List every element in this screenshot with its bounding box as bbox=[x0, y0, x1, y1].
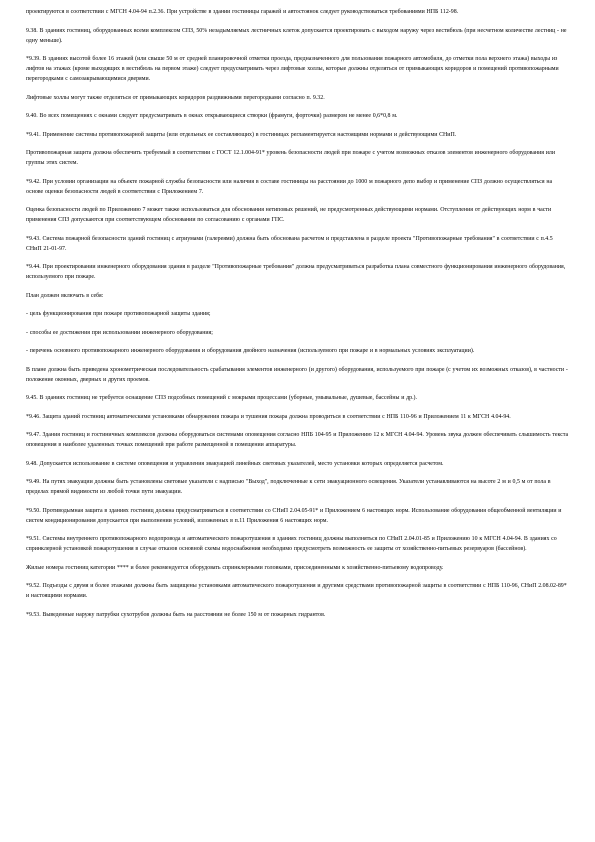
paragraph: *9.43. Система пожарной безопасности зданий гостиниц с атриумами (галереями) должна быть обоснована расчетом и представлена в разделе проекта "Противопожарные требования" в соответствии с п.4.5 СНиП 21-01-97. bbox=[26, 235, 553, 252]
paragraph: Противопожарная защита должна обеспечить требуемый в соответствии с ГОСТ 12.1.004-91* уровень безопасности людей при пожаре с учетом возможных отказов элементов инженерного оборудования или группы этих систем. bbox=[26, 150, 556, 166]
paragraph: 9.48. Допускается использование в системе оповещения и управления эвакуацией линейных световых указателей, место установки которых определяется расчетом. bbox=[26, 460, 444, 467]
list-item: - перечень основного противопожарного инженерного оборудования и оборудования двойного назначения (используемого при пожаре и в нормальных условиях эксплуатации). bbox=[26, 348, 475, 354]
paragraph: *9.41. Применение системы противопожарной защиты (или отдельных ее составляющих) в гостиницах регламентируется настоящими нормами и действующими СНиП. bbox=[26, 131, 457, 138]
paragraph: Оценка безопасности людей по Приложению 7 может также использоваться для обоснования нетиповых решений, не предусмотренных действующими нормами. Отступления от действующих норм в части применения СПЗ допускаются при соответствующем обосновании по согласованию с органами ГПС. bbox=[26, 207, 552, 223]
paragraph: 9.45. В зданиях гостиниц не требуется оснащение СПЗ подсобных помещений с мокрыми процессами (уборные, умывальные, душевые, бассейны и др.). bbox=[26, 395, 417, 401]
paragraph: 9.40. Во всех помещениях с окнами следует предусматривать в окнах открывающиеся створки (фрамуги, форточки) размером не менее 0,6*0,8 м. bbox=[26, 113, 398, 119]
paragraph: В плане должна быть приведена хронометрическая последовательность срабатывания элементов инженерного (и другого) оборудования, используемого при пожаре (с учетом их возможных отказов), в частности - положение оконных, дверных и других проемов. bbox=[26, 366, 568, 383]
paragraph: *9.42. При условии организации на объекте пожарной службы безопасности или наличия в составе гостиницы на расстоянии до 1000 м пожарного депо выбор и применение СПЗ должно осуществляться на основе оценки безопасности людей в соответствии с Приложением 7. bbox=[26, 178, 553, 195]
paragraph: *9.50. Противодымная защита в зданиях гостиниц должна предусматриваться в соответствии со СНиП 2.04.05-91* и Приложением 6 настоящих норм. Использование оборудования общеобменной вентиляции и систем кондиционирования допускается при выполнении условий, изложенных в п.11 Приложения 6 настоящих норм. bbox=[26, 507, 562, 524]
list-item: - цель функционирования при пожаре противопожарной защиты здания; bbox=[26, 311, 211, 317]
paragraph: *9.47. Здания гостиниц и гостиничных комплексов должны оборудоваться системами оповещения согласно НПБ 104-95 и Приложению 12 к МГСН 4.04-94. Уровень звука должен обеспечивать слышимость текста оповещения в наиболее удаленных точках помещений при работе размещенной в помещении аппаратуры. bbox=[26, 432, 569, 448]
paragraph: *9.44. При проектировании инженерного оборудования здания в разделе "Противопожарные требования" должна предусматриваться разработка плана совместного функционирования инженерного оборудования, используемого при пожаре. bbox=[26, 264, 566, 280]
paragraph: *9.39. В зданиях высотой более 16 этажей (или свыше 50 м от средней планировочной отметки проезда, предназначенного для пользования пожарного автомобиля, до отметки пола верхнего этажа) выходы из лифтов на этажах (кроме выходящих в вестибюль на первом этаже) следует предусматривать через лифтовые холлы, которые должны отделяться от примыкающих коридоров и помещений противопожарными перегородками с самозакрывающимися дверями. bbox=[26, 56, 559, 82]
paragraph: *9.51. Системы внутреннего противопожарного водопровода и автоматического пожаротушения в зданиях гостиниц должны выполняться по СНиП 2.04.01-85 и Приложению 10 к МГСН 4.04-94. В зданиях со спринклерной установкой пожаротушения в случае отказов основной схемы водоснабжения необходимо предусмотреть возможность ее защиты от хозяйственно-питьевых резервуаров (бассейнов). bbox=[26, 536, 557, 552]
paragraph: проектируются в соответствии с МГСН 4.04-94 п.2.36. При устройстве в здании гостиницы гаражей и автостоянок следует руководствоваться требованиями НПБ 112-98. bbox=[26, 9, 459, 15]
list-item: - способы ее достижения при использовании инженерного оборудования; bbox=[26, 329, 213, 336]
paragraph: *9.53. Выведенные наружу патрубки сухотрубов должны быть на расстоянии не более 150 м от пожарных гидрантов. bbox=[26, 611, 326, 618]
paragraph: Лифтовые холлы могут также отделяться от примыкающих коридоров раздвижными перегородками согласно п. 9.32. bbox=[26, 94, 325, 101]
paragraph: 9.38. В зданиях гостиниц, оборудованных всеми комплексом СПЗ, 50% незадымляемых лестничных клеток допускается проектировать с выходом наружу через вестибюль (при несчетном количестве лестниц - не одну меньше). bbox=[26, 27, 567, 44]
paragraph: Жилые номера гостиниц категории **** и более рекомендуется оборудовать спринклерными головками, присоединенными к хозяйственно-питьевому водопроводу. bbox=[26, 564, 444, 571]
paragraph: *9.46. Защита зданий гостиниц автоматическими установками обнаружения пожара и тушения пожара должна проводиться в соответствии с НПБ 110-96 и Приложением 11 к МГСН 4.04-94. bbox=[26, 413, 511, 420]
paragraph: План должен включать в себя: bbox=[26, 292, 104, 299]
paragraph: *9.52. Подъезды с двумя и более этажами должны быть защищены установками автоматического пожаротушения и другими средствами противопожарной защиты в соответствии с НПБ 110-96, СНиП 2.08.02-89* и настоящими нормами. bbox=[26, 583, 567, 599]
paragraph: *9.49. На путях эвакуации должны быть установлены световые указатели с надписью "Выход", подключенные к сети эвакуационного освещения. Указатели устанавливаются на высоте 2 м и 0,5 м от пола в пределах прямой видимости из любой точки пути эвакуации. bbox=[26, 479, 551, 495]
